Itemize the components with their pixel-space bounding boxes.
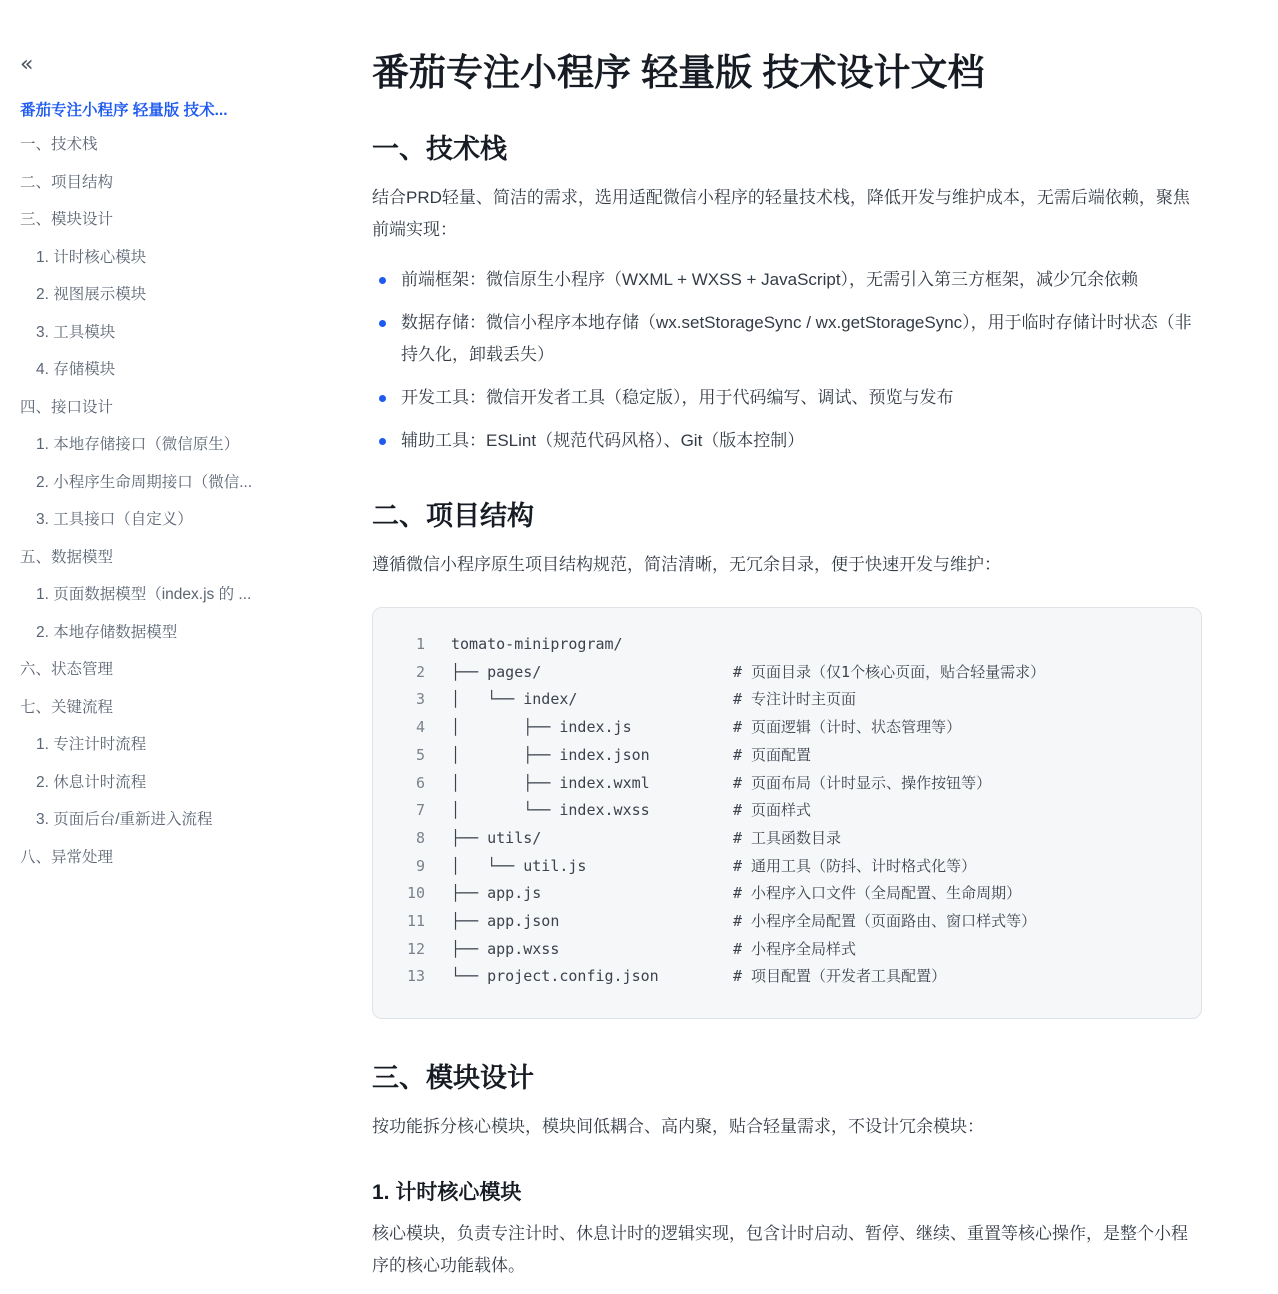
code-comment: # 专注计时主页面 — [733, 690, 857, 709]
code-text: ├── utils/ — [451, 828, 542, 847]
section-heading-project-structure: 二、项目结构 — [372, 501, 534, 531]
paragraph: 核心模块，负责专注计时、休息计时的逻辑实现，包含计时启动、暂停、继续、重置等核心操作，是整个小程序的核心功能载体。 — [372, 1224, 1188, 1276]
code-line — [373, 686, 1183, 714]
code-text: │ ├── index.js — [451, 718, 632, 737]
toc-item[interactable]: 3. 工具模块 — [36, 323, 116, 341]
section-heading-module-design: 三、模块设计 — [372, 1063, 534, 1094]
code-comment: # 页面配置 — [733, 745, 812, 764]
toc-item[interactable]: 二、项目结构 — [20, 173, 114, 191]
toc-item[interactable]: 2. 视图展示模块 — [36, 286, 147, 303]
line-number: 4 — [415, 718, 425, 737]
code-line — [373, 853, 1183, 881]
code-text: │ └── index/ — [451, 690, 578, 709]
bullet-item: 辅助工具：ESLint（规范代码风格）、Git（版本控制） — [401, 425, 1202, 457]
toc-item[interactable]: 八、异常处理 — [20, 848, 114, 866]
code-line — [373, 742, 1183, 770]
toc-item[interactable]: 四、接口设计 — [20, 398, 114, 416]
line-number: 13 — [406, 967, 425, 986]
code-comment: # 通用工具（防抖、计时格式化等） — [733, 856, 977, 875]
code-text: │ ├── index.wxml — [451, 773, 650, 792]
code-line — [373, 659, 1183, 687]
subsection-heading-timer-core: 1. 计时核心模块 — [372, 1181, 522, 1205]
code-line — [373, 908, 1183, 936]
code-line — [373, 714, 1183, 742]
code-comment: # 小程序全局配置（页面路由、窗口样式等） — [733, 912, 1037, 931]
section-intro: 遵循微信小程序原生项目结构规范，简洁清晰，无冗余目录，便于快速开发与维护： — [372, 555, 1001, 574]
code-line — [373, 880, 1183, 908]
toc-item[interactable]: 4. 存储模块 — [36, 361, 116, 378]
line-number: 2 — [415, 662, 425, 681]
line-number: 1 — [415, 635, 425, 653]
toc-item[interactable]: 1. 本地存储接口（微信原生） — [36, 436, 240, 453]
toc-item[interactable]: 2. 小程序生命周期接口（微信... — [36, 473, 253, 491]
code-comment: # 页面样式 — [733, 801, 812, 820]
toc-item[interactable]: 2. 休息计时流程 — [36, 773, 147, 791]
code-comment: # 项目配置（开发者工具配置） — [733, 967, 947, 986]
section-heading-tech-stack: 一、技术栈 — [372, 134, 507, 164]
line-number: 10 — [406, 884, 425, 903]
code-text: ├── app.wxss — [451, 939, 560, 958]
code-comment: # 小程序入口文件（全局配置、生命周期） — [733, 884, 1022, 903]
line-number: 12 — [406, 939, 425, 958]
code-text: ├── pages/ — [451, 662, 542, 681]
code-comment: # 工具函数目录 — [733, 828, 842, 847]
code-text: │ └── util.js — [451, 856, 587, 875]
code-text: └── project.config.json — [451, 967, 659, 986]
main-content — [372, 0, 1202, 1294]
toc-item[interactable]: 1. 专注计时流程 — [36, 736, 147, 753]
code-text: tomato-miniprogram/ — [451, 635, 623, 653]
sidebar-collapse-icon[interactable]: « — [20, 52, 34, 77]
line-number: 11 — [406, 912, 425, 931]
code-line — [373, 825, 1183, 853]
line-number: 8 — [415, 828, 425, 847]
doc-title-link[interactable]: 番茄专注小程序 轻量版 技术... — [20, 102, 228, 119]
code-line — [373, 936, 1183, 964]
bullet-item: 数据存储：微信小程序本地存储（wx.setStorageSync / wx.getStorageSync），用于临时存储计时状态（非持久化，卸载丢失） — [401, 307, 1202, 371]
toc-item[interactable]: 2. 本地存储数据模型 — [36, 623, 178, 641]
toc-item[interactable]: 六、状态管理 — [20, 661, 114, 678]
toc-item[interactable]: 五、数据模型 — [20, 548, 114, 566]
toc — [20, 136, 342, 867]
bullet-item: 开发工具：微信开发者工具（稳定版），用于代码编写、调试、预览与发布 — [401, 382, 1202, 414]
line-number: 3 — [415, 690, 425, 709]
code-comment: # 页面逻辑（计时、状态管理等） — [733, 718, 962, 737]
bullet-item: 前端框架：微信原生小程序（WXML + WXSS + JavaScript），无需引入第三方框架，减少冗余依赖 — [401, 264, 1202, 296]
code-block — [372, 607, 1202, 1019]
code-comment: # 页面布局（计时显示、操作按钮等） — [733, 773, 992, 792]
code-comment: # 页面目录（仅1个核心页面，贴合轻量需求） — [733, 662, 1046, 681]
line-number: 7 — [415, 801, 425, 820]
code-text: ├── app.js — [451, 884, 542, 903]
line-number: 9 — [415, 856, 425, 875]
code-comment: # 小程序全局样式 — [733, 939, 857, 958]
toc-item[interactable]: 3. 页面后台/重新进入流程 — [36, 811, 213, 828]
code-text: │ ├── index.json — [451, 745, 650, 764]
toc-item[interactable]: 一、技术栈 — [20, 136, 98, 153]
code-line — [373, 631, 1183, 659]
toc-item[interactable]: 1. 页面数据模型（index.js 的 ... — [36, 586, 252, 603]
code-line — [373, 963, 1183, 991]
toc-item[interactable]: 1. 计时核心模块 — [36, 248, 147, 266]
line-number: 6 — [415, 773, 425, 792]
bullet-list — [372, 264, 1202, 457]
code-comment — [733, 631, 1183, 659]
code-line — [373, 797, 1183, 825]
sidebar — [0, 0, 356, 1285]
toc-item[interactable]: 七、关键流程 — [20, 698, 114, 716]
code-line — [373, 770, 1183, 798]
section-intro: 按功能拆分核心模块，模块间低耦合、高内聚，贴合轻量需求，不设计冗余模块： — [372, 1117, 984, 1137]
line-number: 5 — [415, 745, 425, 764]
section-intro: 结合PRD轻量、简洁的需求，选用适配微信小程序的轻量技术栈，降低开发与维护成本，无需后端依赖，聚焦前端实现： — [372, 188, 1190, 239]
code-text: │ └── index.wxss — [451, 801, 650, 820]
page-title: 番茄专注小程序 轻量版 技术设计文档 — [372, 52, 985, 93]
toc-item[interactable]: 3. 工具接口（自定义） — [36, 511, 193, 528]
code-text: ├── app.json — [451, 912, 560, 931]
toc-item[interactable]: 三、模块设计 — [20, 211, 114, 228]
